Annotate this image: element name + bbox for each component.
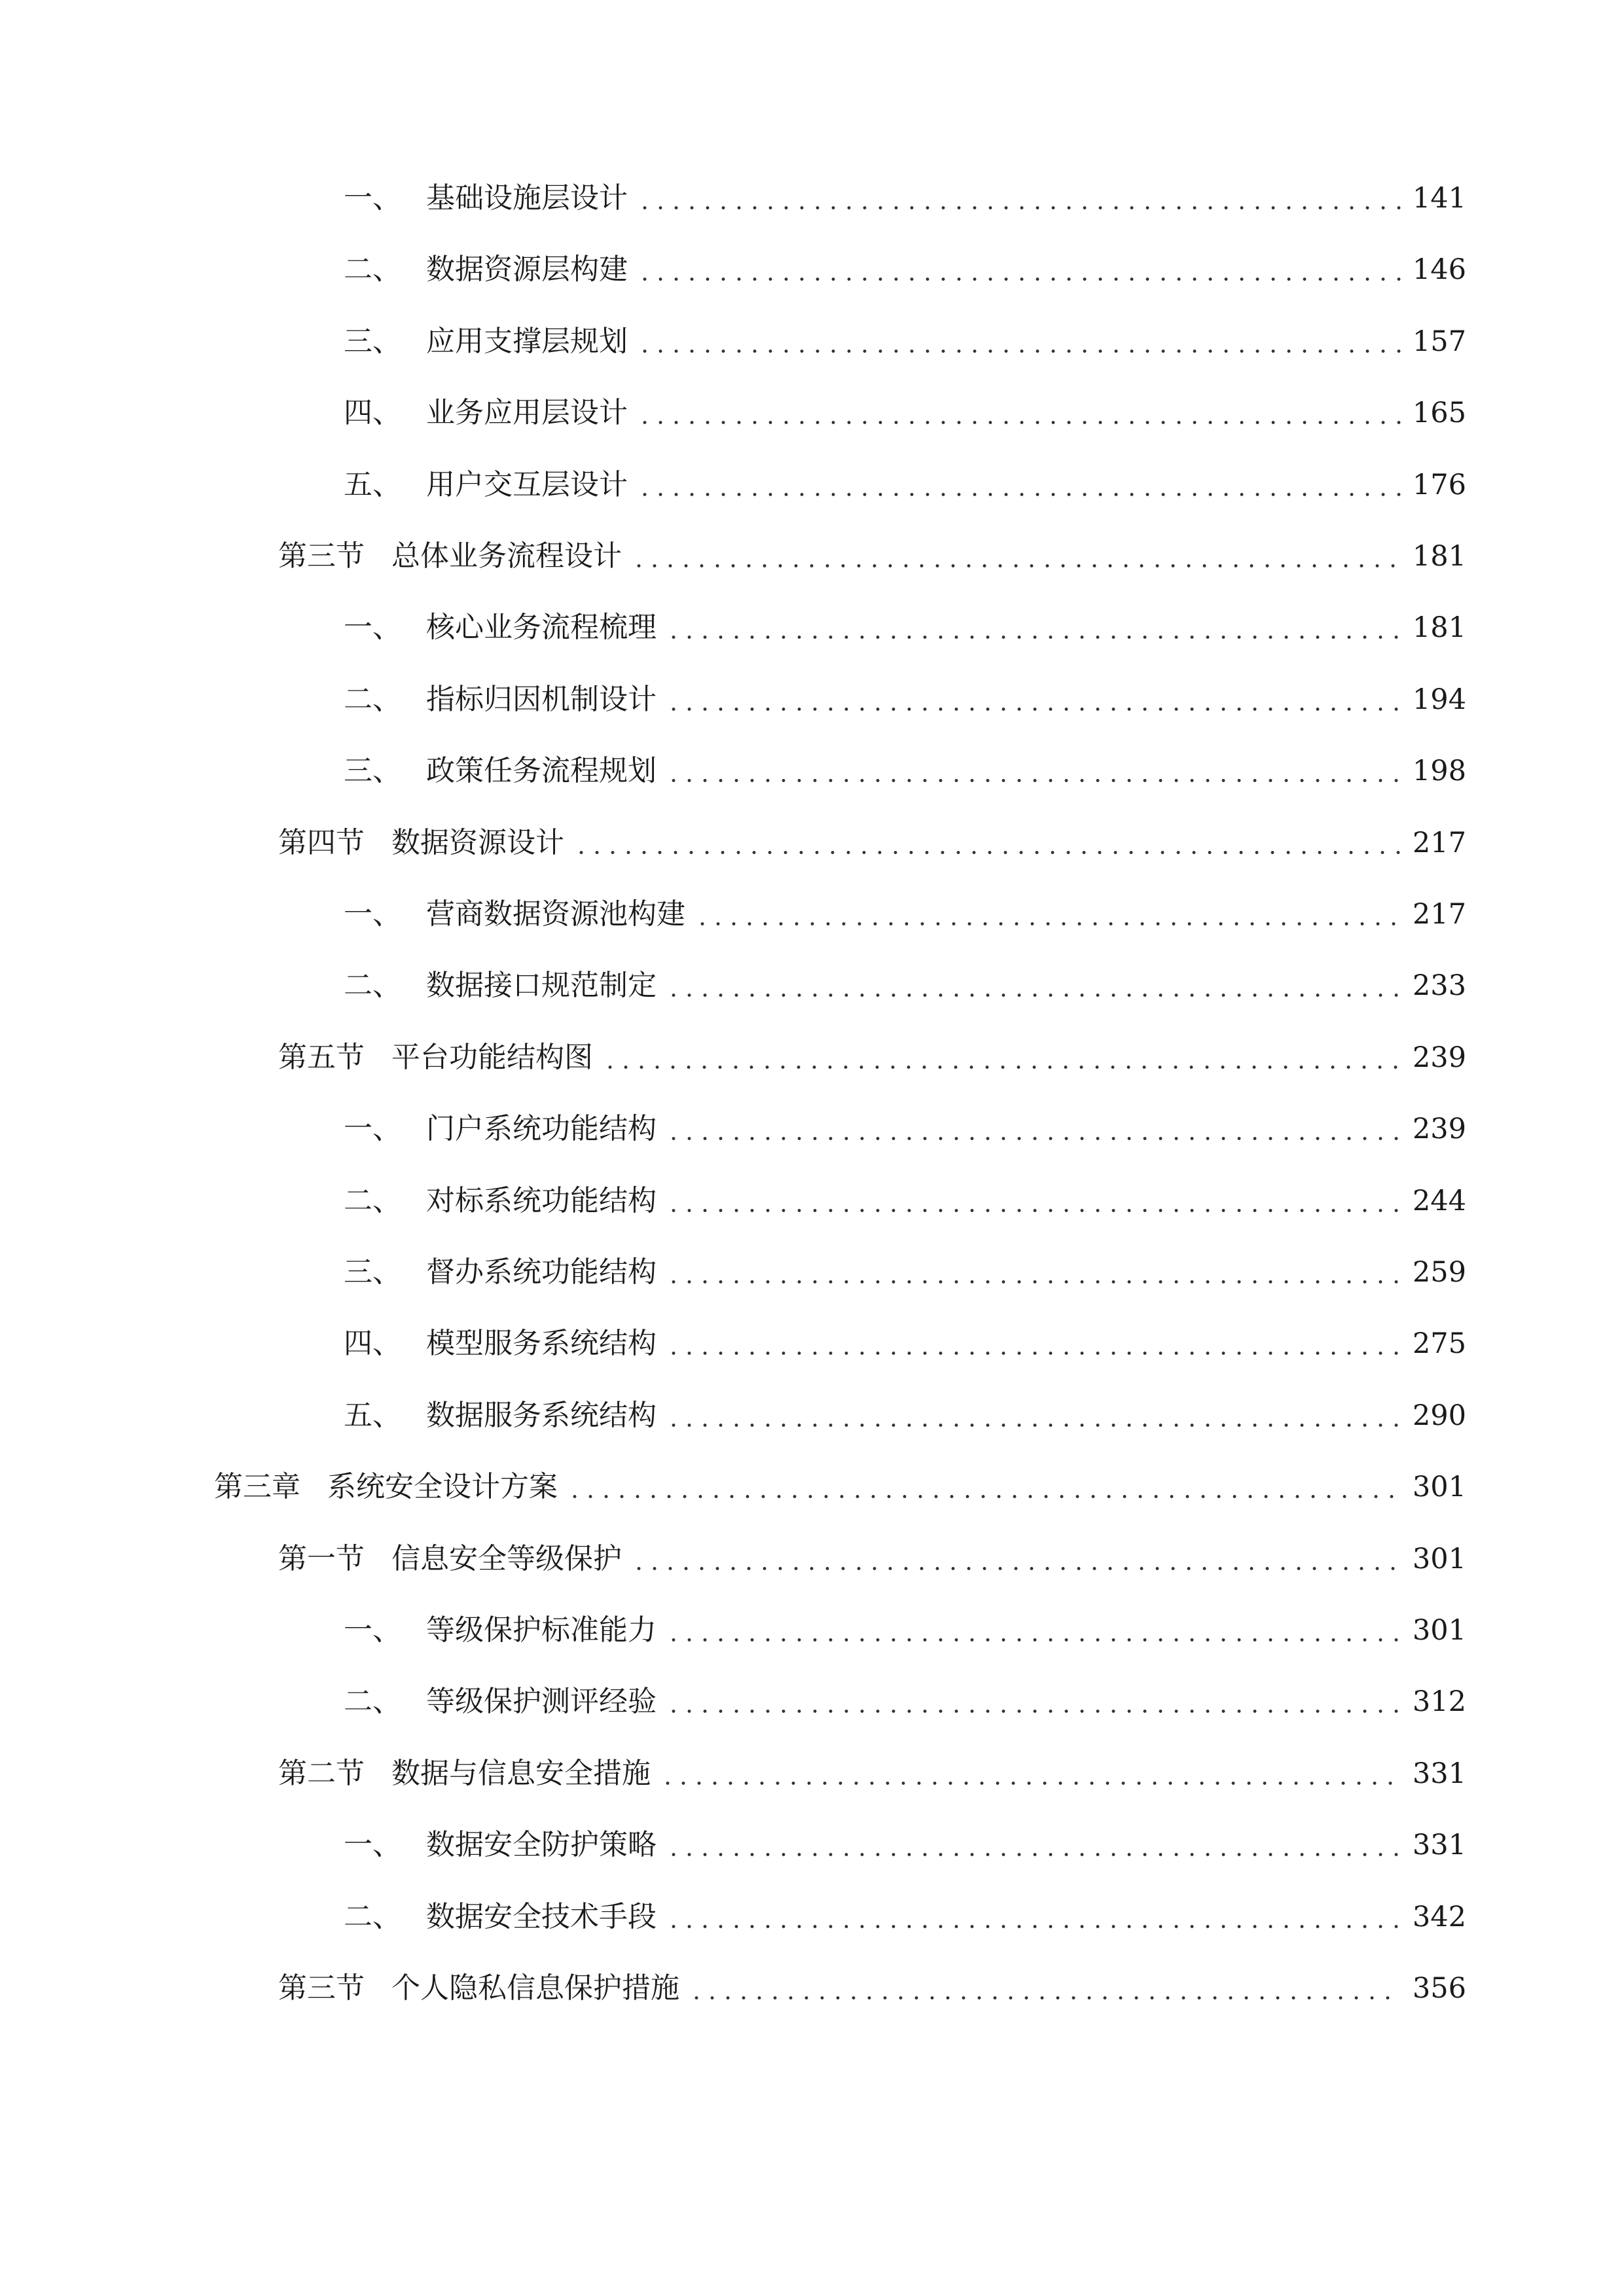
toc-entry[interactable]	[344, 1324, 1466, 1363]
toc-entry-page-number: 157	[1412, 325, 1466, 358]
toc-entry[interactable]	[278, 1754, 1466, 1793]
toc-dot-leader	[602, 1038, 1401, 1077]
toc-entry-title: 等级保护标准能力	[426, 1613, 657, 1647]
toc-entry[interactable]	[344, 1396, 1466, 1435]
toc-dot-leader	[637, 322, 1401, 361]
toc-entry[interactable]	[344, 966, 1466, 1005]
toc-dot-leader	[660, 1754, 1401, 1793]
toc-entry-page-number: 331	[1412, 1757, 1466, 1790]
toc-entry-title: 数据资源层构建	[426, 253, 628, 286]
toc-entry-number: 二、	[344, 683, 401, 716]
toc-entry-page-number: 181	[1412, 611, 1466, 644]
toc-dot-leader	[567, 1467, 1401, 1507]
toc-entry-page-number: 342	[1412, 1901, 1466, 1933]
toc-entry-page-number: 217	[1412, 898, 1466, 931]
toc-entry-number: 一、	[344, 1828, 401, 1861]
toc-entry-title: 应用支撑层规划	[426, 325, 628, 358]
toc-dot-leader	[689, 1969, 1401, 2008]
toc-entry-number: 一、	[344, 897, 401, 931]
toc-dot-leader	[666, 1897, 1401, 1937]
toc-dot-leader	[637, 250, 1401, 289]
toc-entry-title: 指标归因机制设计	[426, 683, 657, 716]
toc-entry-number: 四、	[344, 1327, 401, 1360]
toc-entry-title: 平台功能结构图	[391, 1041, 593, 1074]
toc-dot-leader	[666, 966, 1401, 1005]
toc-entry-page-number: 290	[1412, 1399, 1466, 1432]
toc-entry-page-number: 165	[1412, 397, 1466, 429]
toc-entry[interactable]	[344, 1825, 1466, 1865]
toc-entry-number: 第三节	[278, 539, 365, 573]
toc-entry-number: 二、	[344, 1685, 401, 1718]
toc-entry-title: 门户系统功能结构	[426, 1112, 657, 1145]
toc-entry-title: 核心业务流程梳理	[426, 611, 657, 644]
toc-entry-page-number: 239	[1412, 1041, 1466, 1074]
toc-entry-number: 五、	[344, 468, 401, 501]
toc-entry-page-number: 146	[1412, 253, 1466, 286]
toc-entry[interactable]	[278, 1969, 1466, 2008]
toc-entry-number: 三、	[344, 754, 401, 787]
toc-entry-title: 等级保护测评经验	[426, 1685, 657, 1718]
toc-entry-title: 总体业务流程设计	[391, 539, 622, 573]
toc-entry-number: 第二节	[278, 1757, 365, 1790]
toc-entry[interactable]	[344, 393, 1466, 433]
toc-entry-number: 一、	[344, 1613, 401, 1647]
toc-entry[interactable]	[344, 1109, 1466, 1149]
toc-dot-leader	[573, 823, 1401, 863]
toc-entry-number: 一、	[344, 181, 401, 215]
toc-entry-number: 四、	[344, 396, 401, 429]
toc-dot-leader	[637, 393, 1401, 433]
toc-entry-page-number: 233	[1412, 969, 1466, 1002]
toc-entry[interactable]	[344, 1181, 1466, 1221]
toc-entry-number: 二、	[344, 1900, 401, 1933]
toc-dot-leader	[666, 608, 1401, 647]
toc-entry-page-number: 244	[1412, 1185, 1466, 1217]
toc-dot-leader	[666, 1825, 1401, 1865]
toc-entry-title: 用户交互层设计	[426, 468, 628, 501]
toc-dot-leader	[666, 1324, 1401, 1363]
toc-entry-page-number: 198	[1412, 755, 1466, 787]
toc-dot-leader	[637, 179, 1401, 218]
toc-entry-page-number: 301	[1412, 1614, 1466, 1647]
toc-entry-number: 第三节	[278, 1971, 365, 2005]
toc-entry[interactable]	[344, 1897, 1466, 1937]
toc-entry[interactable]	[278, 1038, 1466, 1077]
toc-entry-title: 系统安全设计方案	[327, 1470, 558, 1503]
toc-entry[interactable]	[344, 179, 1466, 218]
toc-entry-page-number: 239	[1412, 1113, 1466, 1145]
toc-entry-title: 督办系统功能结构	[426, 1255, 657, 1289]
toc-entry-page-number: 176	[1412, 469, 1466, 501]
toc-entry-number: 三、	[344, 325, 401, 358]
toc-entry-page-number: 301	[1412, 1471, 1466, 1503]
toc-dot-leader	[666, 1253, 1401, 1292]
toc-entry[interactable]	[344, 250, 1466, 289]
toc-entry-number: 一、	[344, 611, 401, 644]
toc-entry-page-number: 312	[1412, 1685, 1466, 1718]
toc-entry-page-number: 194	[1412, 683, 1466, 716]
toc-entry-title: 数据与信息安全措施	[391, 1757, 651, 1790]
toc-entry[interactable]	[344, 465, 1466, 505]
toc-entry[interactable]	[278, 1539, 1466, 1579]
toc-entry[interactable]	[344, 322, 1466, 361]
toc-entry[interactable]	[344, 1682, 1466, 1721]
toc-entry[interactable]	[344, 751, 1466, 791]
toc-entry[interactable]	[344, 680, 1466, 719]
toc-entry[interactable]	[278, 537, 1466, 576]
toc-dot-leader	[666, 751, 1401, 791]
toc-dot-leader	[666, 1181, 1401, 1221]
toc-entry-title: 数据安全技术手段	[426, 1900, 657, 1933]
toc-dot-leader	[631, 537, 1401, 576]
toc-entry-title: 政策任务流程规划	[426, 754, 657, 787]
toc-entry[interactable]	[344, 1253, 1466, 1292]
toc-entry-number: 二、	[344, 1184, 401, 1217]
toc-entry[interactable]	[278, 823, 1466, 863]
toc-entry[interactable]	[344, 1611, 1466, 1650]
toc-entry-page-number: 301	[1412, 1543, 1466, 1575]
toc-entry-number: 二、	[344, 969, 401, 1002]
toc-dot-leader	[631, 1539, 1401, 1579]
toc-entry-number: 第四节	[278, 826, 365, 859]
toc-entry-title: 基础设施层设计	[426, 181, 628, 215]
toc-entry-page-number: 217	[1412, 827, 1466, 859]
toc-entry-page-number: 356	[1412, 1972, 1466, 2005]
toc-entry-title: 模型服务系统结构	[426, 1327, 657, 1360]
toc-dot-leader	[666, 680, 1401, 719]
toc-entry-title: 数据服务系统结构	[426, 1399, 657, 1432]
toc-entry[interactable]	[214, 1467, 1466, 1507]
toc-entry-title: 个人隐私信息保护措施	[391, 1971, 679, 2005]
toc-dot-leader	[666, 1109, 1401, 1149]
toc-dot-leader	[666, 1396, 1401, 1435]
toc-entry-title: 数据资源设计	[391, 826, 564, 859]
toc-entry-page-number: 275	[1412, 1327, 1466, 1360]
toc-entry[interactable]	[344, 608, 1466, 647]
toc-entry-number: 二、	[344, 253, 401, 286]
toc-entry-number: 五、	[344, 1399, 401, 1432]
toc-entry-title: 业务应用层设计	[426, 396, 628, 429]
toc-dot-leader	[666, 1682, 1401, 1721]
toc-entry-title: 对标系统功能结构	[426, 1184, 657, 1217]
toc-entry-number: 第五节	[278, 1041, 365, 1074]
toc-entry-page-number: 181	[1412, 540, 1466, 573]
toc-entry-title: 营商数据资源池构建	[426, 897, 685, 931]
toc-entry[interactable]	[344, 895, 1466, 934]
toc-entry-page-number: 259	[1412, 1256, 1466, 1289]
toc-entry-title: 数据接口规范制定	[426, 969, 657, 1002]
toc-entry-number: 第三章	[214, 1470, 300, 1503]
toc-entry-number: 三、	[344, 1255, 401, 1289]
toc-dot-leader	[637, 465, 1401, 505]
toc-entry-title: 信息安全等级保护	[391, 1542, 622, 1575]
toc-entry-page-number: 141	[1412, 182, 1466, 215]
toc-dot-leader	[666, 1611, 1401, 1650]
toc-entry-title: 数据安全防护策略	[426, 1828, 657, 1861]
toc-entry-number: 第一节	[278, 1542, 365, 1575]
toc-entry-number: 一、	[344, 1112, 401, 1145]
toc-entry-page-number: 331	[1412, 1829, 1466, 1861]
toc-dot-leader	[695, 895, 1401, 934]
